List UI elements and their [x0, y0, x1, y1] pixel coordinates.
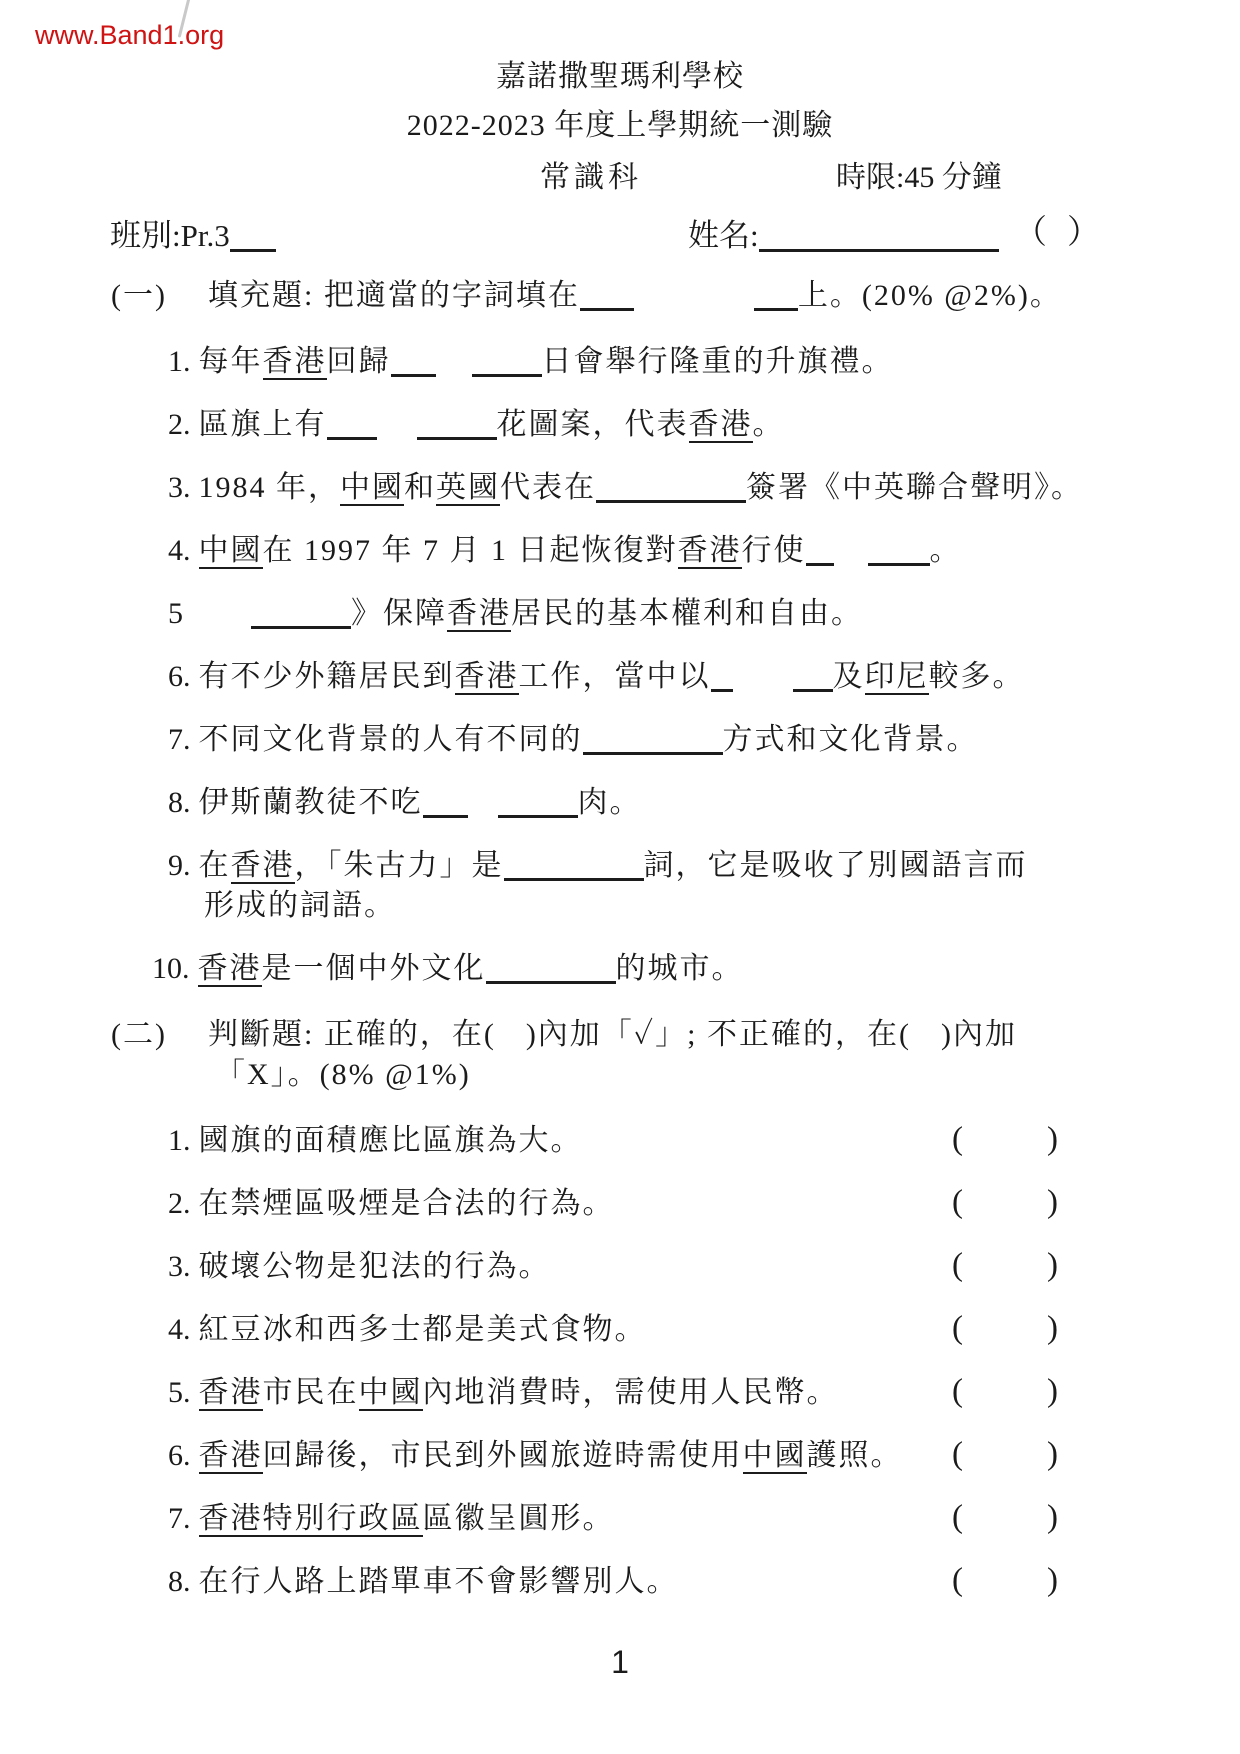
class-number-brackets — [1014, 206, 1100, 253]
proper-noun-underlined: 香港 — [198, 1439, 263, 1472]
text-run: 的城市。 — [615, 952, 744, 985]
question-text — [199, 1250, 551, 1283]
fill-in-question-list — [0, 342, 1240, 989]
question-number: 4. — [168, 1313, 191, 1346]
question-number: 8. — [168, 1565, 191, 1598]
text-run: 回歸 — [326, 345, 391, 378]
text-run: 工作，當中以 — [518, 660, 711, 693]
question-text — [199, 660, 1025, 693]
text-run: 填充題: 把適當的字詞填在 — [207, 279, 580, 312]
proper-noun-underlined: 香港 — [230, 849, 295, 882]
fill-in-blank — [754, 284, 798, 311]
proper-noun-underlined: 香港 — [198, 1376, 263, 1409]
text-run: 回歸後，市民到外國旅遊時需使用 — [262, 1439, 743, 1472]
fill-in-blank — [230, 225, 276, 252]
proper-noun-underlined: 英國 — [436, 471, 500, 504]
question-number: 5. — [168, 1376, 191, 1409]
question-number: 9. — [168, 849, 191, 882]
fill-in-blank — [423, 791, 468, 818]
question-number: 7. — [168, 1502, 191, 1535]
question-row — [0, 949, 1240, 989]
question-text — [168, 849, 1028, 922]
text-run: 每年 — [198, 345, 263, 378]
text-run: 形成的詞語。 — [204, 889, 396, 922]
spacer — [436, 370, 472, 371]
question-number: 4. — [168, 534, 191, 567]
question-number: 2. — [168, 1187, 191, 1220]
fill-in-blank — [327, 413, 377, 440]
question-text — [199, 1124, 583, 1157]
answer-brackets — [952, 1434, 1058, 1474]
answer-bracket: ( — [952, 1247, 963, 1283]
text-run: 花圖案，代表 — [496, 408, 689, 441]
answer-brackets — [952, 1119, 1058, 1159]
question-row — [0, 342, 1240, 382]
question-text — [199, 1187, 615, 1220]
question-row — [0, 720, 1240, 760]
text-run: 市民在 — [262, 1376, 359, 1409]
text-run: 詞，它是吸收了別國語言而 — [643, 849, 1028, 882]
fill-in-blank — [417, 413, 497, 440]
spacer — [634, 304, 754, 305]
answer-bracket: ( — [952, 1499, 963, 1535]
text-run: 在行人路上踏單車不會影響別人。 — [198, 1565, 679, 1598]
text-run: 是一個中外文化 — [261, 952, 486, 985]
question-row — [0, 846, 1240, 926]
question-number: 6. — [168, 1439, 191, 1472]
answer-bracket: ) — [1047, 1436, 1058, 1472]
text-run: 在禁煙區吸煙是合法的行為。 — [198, 1187, 615, 1220]
text-run: 不同文化背景的人有不同的 — [198, 723, 583, 756]
question-row — [0, 594, 1240, 634]
proper-noun-underlined: 香港 — [197, 952, 262, 985]
question-row — [0, 1310, 1240, 1350]
question-text — [199, 1502, 615, 1537]
question-text — [191, 597, 863, 630]
fill-in-blank — [711, 665, 733, 692]
spacer — [911, 1043, 941, 1044]
spacer — [191, 622, 251, 623]
section2-heading — [0, 1015, 1240, 1095]
question-number: 1. — [168, 1124, 191, 1157]
question-row — [0, 1121, 1240, 1161]
question-number: 8. — [168, 786, 191, 819]
fill-in-blank — [580, 284, 634, 311]
school-name: 嘉諾撒聖瑪利學校 — [496, 60, 744, 93]
text-run: (一) — [111, 279, 167, 312]
answer-bracket: ( — [952, 1184, 963, 1220]
question-text — [199, 471, 1084, 504]
question-number: 2. — [168, 408, 191, 441]
question-row — [0, 1499, 1240, 1539]
text-run: 代表在 — [500, 471, 596, 504]
text-run: 有不少外籍居民到 — [198, 660, 455, 693]
question-number: 10. — [152, 952, 190, 985]
text-run: 及 — [832, 660, 865, 693]
text-run: 居民的基本權利和自由。 — [511, 597, 863, 630]
text-run: 。 — [929, 534, 962, 567]
text-run: 國旗的面積應比區旗為大。 — [198, 1124, 583, 1157]
fill-in-blank — [868, 539, 930, 566]
proper-noun-underlined: 香港特別行政區 — [198, 1502, 423, 1535]
question-number: 3. — [168, 1250, 191, 1283]
answer-bracket: ( — [952, 1373, 963, 1409]
text-run: 方式和文化背景。 — [722, 723, 979, 756]
class-field — [110, 210, 276, 255]
proper-noun-underlined: 香港 — [262, 345, 327, 378]
student-info-row — [0, 210, 1240, 253]
text-run: 》保障 — [351, 597, 447, 630]
proper-noun-underlined: 中國 — [358, 1376, 423, 1409]
question-row — [0, 1373, 1240, 1413]
proper-noun-underlined: 印尼 — [864, 660, 929, 693]
answer-brackets — [952, 1371, 1058, 1411]
watermark: www.Band1.org — [35, 20, 225, 50]
time-limit: 時限:45 分鐘 — [836, 161, 1002, 194]
text-run: 在 1997 年 7 月 1 日起恢復對 — [262, 534, 678, 567]
text-run: 破壞公物是犯法的行為。 — [198, 1250, 551, 1283]
spacer — [733, 685, 793, 686]
text-run: 較多。 — [928, 660, 1025, 693]
answer-brackets — [952, 1560, 1058, 1600]
question-row — [0, 1184, 1240, 1224]
question-number: 7. — [168, 723, 191, 756]
text-run: (二) — [111, 1018, 167, 1051]
fill-in-blank — [583, 728, 723, 755]
question-text — [199, 723, 979, 756]
answer-bracket: ( — [952, 1436, 963, 1472]
spacer — [111, 1083, 215, 1084]
proper-noun-underlined: 香港 — [447, 597, 511, 630]
answer-brackets — [952, 1182, 1058, 1222]
fill-in-blank — [486, 957, 616, 984]
text-run: )內加「✓」; 不正確的，在( — [525, 1018, 911, 1051]
fill-in-blank — [806, 539, 834, 566]
answer-brackets — [952, 1308, 1058, 1348]
proper-noun-underlined: 香港 — [677, 534, 742, 567]
proper-noun-underlined: 香港 — [688, 408, 753, 441]
question-text — [199, 408, 785, 441]
text-run: 區徽呈圓形。 — [422, 1502, 615, 1535]
question-text — [199, 1439, 903, 1474]
question-number: 3. — [168, 471, 191, 504]
question-text — [199, 1565, 679, 1598]
answer-bracket: ( — [952, 1121, 963, 1157]
page-number: 1 — [611, 1644, 629, 1680]
text-run: 。 — [752, 408, 785, 441]
answer-bracket: ) — [1047, 1373, 1058, 1409]
answer-bracket: ) — [1047, 1562, 1058, 1598]
text-run: 「X」。(8% @1%) — [215, 1058, 471, 1091]
question-row — [0, 405, 1240, 445]
spacer — [496, 1043, 526, 1044]
question-text — [199, 1313, 647, 1346]
text-run: 姓名: — [688, 218, 759, 253]
spacer — [167, 304, 208, 305]
text-run: 內地消費時，需使用人民幣。 — [422, 1376, 839, 1409]
spacer — [167, 1043, 208, 1044]
text-run: 在 — [198, 849, 231, 882]
question-row — [0, 1247, 1240, 1287]
answer-bracket: ) — [1047, 1499, 1058, 1535]
spacer — [168, 914, 204, 915]
proper-noun-underlined: 中國 — [340, 471, 404, 504]
answer-bracket: ( — [952, 1562, 963, 1598]
text-run: 伊斯蘭教徒不吃 — [198, 786, 423, 819]
question-row — [0, 468, 1240, 508]
text-run: 和 — [404, 471, 436, 504]
answer-bracket: ( — [952, 1310, 963, 1346]
section1-heading — [0, 276, 1240, 316]
question-text — [198, 952, 744, 985]
fill-in-blank — [793, 665, 833, 692]
proper-noun-underlined: 中國 — [742, 1439, 807, 1472]
text-run: 紅豆冰和西多士都是美式食物。 — [198, 1313, 647, 1346]
text-run: 日會舉行隆重的升旗禮。 — [541, 345, 894, 378]
question-number: 6. — [168, 660, 191, 693]
answer-bracket: ) — [1047, 1184, 1058, 1220]
fill-in-blank — [472, 350, 542, 377]
fill-in-blank — [759, 225, 999, 252]
question-number: 5 — [168, 597, 183, 630]
text-run: 行使 — [741, 534, 806, 567]
question-row — [0, 1436, 1240, 1476]
question-row — [0, 783, 1240, 823]
text-run: 班別:Pr.3 — [110, 218, 230, 253]
question-text — [199, 1376, 839, 1411]
text-run: 1984 年， — [198, 471, 340, 504]
question-text — [199, 534, 962, 567]
text-run: 上。(20% @2%)。 — [797, 279, 1062, 312]
question-text — [199, 786, 642, 819]
answer-bracket: ) — [1047, 1247, 1058, 1283]
proper-noun-underlined: 香港 — [454, 660, 519, 693]
spacer — [834, 559, 868, 560]
answer-brackets — [952, 1245, 1058, 1285]
question-text — [199, 345, 894, 378]
text-run: 區旗上有 — [198, 408, 327, 441]
answer-bracket: ) — [1047, 1310, 1058, 1346]
judgment-question-list — [0, 1121, 1240, 1602]
answer-brackets — [952, 1497, 1058, 1537]
text-run: )內加 — [940, 1018, 1017, 1051]
exam-title: 2022-2023 年度上學期統一測驗 — [406, 109, 834, 142]
fill-in-blank — [251, 602, 351, 629]
question-row — [0, 1562, 1240, 1602]
name-field — [688, 210, 999, 255]
open-bracket: （ — [1014, 215, 1047, 251]
fill-in-blank — [498, 791, 578, 818]
fill-in-blank — [596, 476, 746, 503]
question-row — [0, 657, 1240, 697]
question-row — [0, 531, 1240, 571]
text-run: ，「朱古力」是 — [294, 849, 504, 882]
fill-in-blank — [391, 350, 436, 377]
answer-bracket: ) — [1047, 1121, 1058, 1157]
fill-in-blank — [504, 854, 644, 881]
question-number: 1. — [168, 345, 191, 378]
text-run: 簽署《中英聯合聲明》。 — [746, 471, 1083, 504]
spacer — [377, 433, 417, 434]
proper-noun-underlined: 中國 — [198, 534, 263, 567]
text-run: 護照。 — [806, 1439, 903, 1472]
spacer — [468, 811, 498, 812]
text-run: 肉。 — [577, 786, 642, 819]
subject-name: 常識科 — [540, 161, 642, 194]
subject-row — [0, 152, 1240, 194]
text-run: 判斷題: 正確的，在( — [207, 1018, 496, 1051]
close-bracket: ） — [1067, 215, 1100, 251]
